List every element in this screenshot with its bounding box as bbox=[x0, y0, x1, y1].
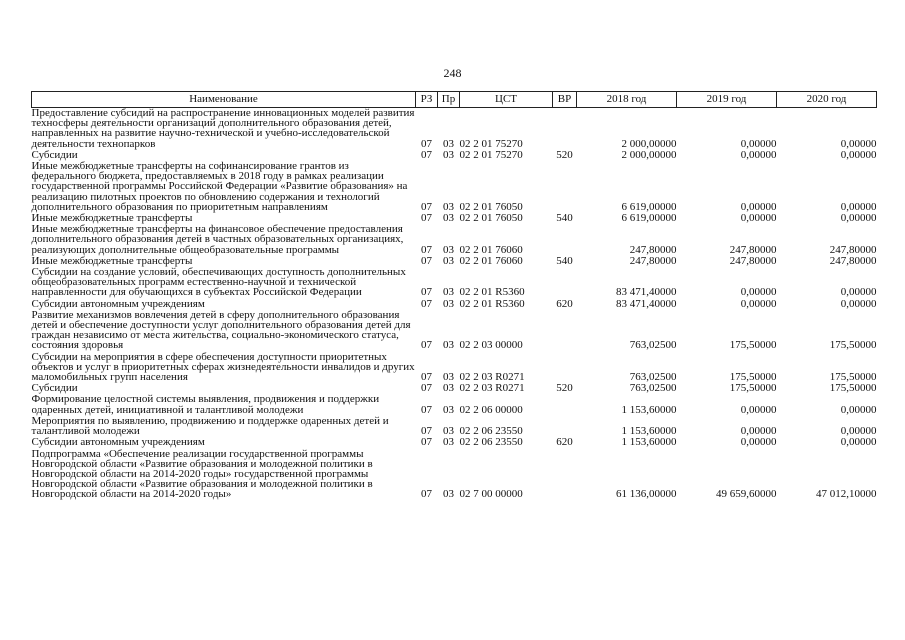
table-row bbox=[32, 416, 877, 437]
row-pr: 03 bbox=[443, 137, 454, 150]
header-cst: ЦСТ bbox=[460, 92, 553, 108]
row-2020: 0,00000 bbox=[840, 148, 877, 161]
row-2018: 6 619,00000 bbox=[621, 200, 677, 213]
row-2018: 1 153,60000 bbox=[621, 425, 677, 438]
row-2019: 49 659,60000 bbox=[716, 488, 777, 501]
row-name: Субсидии bbox=[31, 382, 78, 395]
row-cst: 02 2 03 R0271 bbox=[459, 382, 525, 395]
row-2020: 47 012,10000 bbox=[816, 488, 877, 501]
row-2020: 0,00000 bbox=[840, 212, 877, 225]
row-pr: 03 bbox=[443, 254, 454, 267]
table-header-row bbox=[32, 92, 877, 108]
row-2018: 2 000,00000 bbox=[621, 137, 677, 150]
row-2020: 0,00000 bbox=[840, 297, 877, 310]
row-2020: 0,00000 bbox=[840, 286, 877, 299]
row-vr: 540 bbox=[556, 212, 573, 225]
header-2020: 2020 год bbox=[777, 92, 877, 108]
row-2018: 247,80000 bbox=[629, 243, 677, 256]
row-rz: 07 bbox=[421, 403, 432, 416]
row-name: Субсидии bbox=[31, 148, 78, 161]
row-pr: 03 bbox=[443, 286, 454, 299]
row-2018: 2 000,00000 bbox=[621, 148, 677, 161]
row-cst: 02 2 06 00000 bbox=[459, 403, 523, 416]
row-name: Иные межбюджетные трансферты на финансовое обеспечение предоставления дополнительного образования детей в частных образовательных организациях, реализующих дополнительные общеобразовательные программы bbox=[31, 223, 404, 256]
row-2018: 83 471,40000 bbox=[616, 297, 677, 310]
row-2019: 175,50000 bbox=[729, 371, 777, 384]
row-2019: 247,80000 bbox=[729, 254, 777, 267]
row-pr: 03 bbox=[443, 243, 454, 256]
row-2019: 0,00000 bbox=[740, 200, 777, 213]
row-cst: 02 2 03 00000 bbox=[459, 339, 523, 352]
row-name: Предоставление субсидий на распространение инновационных моделей развития техносферы деятельности организаций дополнительного образования детей, направленных на развитие научно-технической и учебно-исследовательской деятельности технопарков bbox=[31, 107, 415, 150]
row-rz: 07 bbox=[421, 382, 432, 395]
row-rz: 07 bbox=[421, 148, 432, 161]
table-row bbox=[32, 108, 877, 150]
row-cst: 02 2 01 76050 bbox=[459, 212, 523, 225]
row-rz: 07 bbox=[421, 297, 432, 310]
row-name: Иные межбюджетные трансферты bbox=[31, 212, 193, 225]
row-2018: 1 153,60000 bbox=[621, 403, 677, 416]
row-2018: 247,80000 bbox=[629, 254, 677, 267]
row-2019: 175,50000 bbox=[729, 339, 777, 352]
header-rz: РЗ bbox=[416, 92, 438, 108]
row-2019: 0,00000 bbox=[740, 286, 777, 299]
row-vr: 540 bbox=[556, 254, 573, 267]
row-2018: 763,02500 bbox=[629, 382, 677, 395]
row-pr: 03 bbox=[443, 436, 454, 449]
row-2018: 763,02500 bbox=[629, 339, 677, 352]
row-vr bbox=[553, 161, 577, 213]
row-vr bbox=[553, 310, 577, 352]
row-2020: 0,00000 bbox=[840, 137, 877, 150]
row-name: Иные межбюджетные трансферты на софинансирование грантов из федерального бюджета, предоставляемых в 2018 году в рамках реализации государственной программы Российской Федерации «Развитие образования» на реализацию пилотных проектов по обновлению содержания и технологий дополнительного образования по приоритетным направлениям bbox=[31, 160, 408, 213]
row-2020: 247,80000 bbox=[829, 243, 877, 256]
row-2019: 247,80000 bbox=[729, 243, 777, 256]
row-2020: 0,00000 bbox=[840, 425, 877, 438]
row-rz: 07 bbox=[421, 371, 432, 384]
row-cst: 02 7 00 00000 bbox=[459, 488, 523, 501]
row-2020: 175,50000 bbox=[829, 371, 877, 384]
row-rz: 07 bbox=[421, 436, 432, 449]
row-rz: 07 bbox=[421, 339, 432, 352]
row-pr: 03 bbox=[443, 382, 454, 395]
row-rz: 07 bbox=[421, 243, 432, 256]
row-2019: 0,00000 bbox=[740, 425, 777, 438]
row-vr: 620 bbox=[556, 297, 573, 310]
row-2019: 0,00000 bbox=[740, 403, 777, 416]
row-cst: 02 2 01 75270 bbox=[459, 148, 523, 161]
row-rz: 07 bbox=[421, 488, 432, 501]
row-rz: 07 bbox=[421, 200, 432, 213]
row-2018: 763,02500 bbox=[629, 371, 677, 384]
row-vr: 520 bbox=[556, 148, 573, 161]
table-row bbox=[32, 394, 877, 415]
row-cst: 02 2 01 76060 bbox=[459, 243, 523, 256]
row-pr: 03 bbox=[443, 403, 454, 416]
row-vr: 520 bbox=[556, 382, 573, 395]
row-pr: 03 bbox=[443, 148, 454, 161]
row-pr: 03 bbox=[443, 371, 454, 384]
table-row bbox=[32, 310, 877, 352]
table-row bbox=[32, 437, 877, 448]
row-2018: 1 153,60000 bbox=[621, 436, 677, 449]
row-cst: 02 2 01 76060 bbox=[459, 254, 523, 267]
row-2018: 61 136,00000 bbox=[616, 488, 677, 501]
row-vr bbox=[553, 267, 577, 299]
row-2020: 175,50000 bbox=[829, 339, 877, 352]
row-vr: 620 bbox=[556, 436, 573, 449]
table-row bbox=[32, 224, 877, 256]
table-row bbox=[32, 267, 877, 299]
row-name: Формирование целостной системы выявления, продвижения и поддержки одаренных детей, инициативной и талантливой молодежи bbox=[31, 393, 380, 416]
row-cst: 02 2 06 23550 bbox=[459, 425, 523, 438]
row-cst: 02 2 06 23550 bbox=[459, 436, 523, 449]
row-2019: 0,00000 bbox=[740, 436, 777, 449]
row-cst: 02 2 01 76050 bbox=[459, 200, 523, 213]
row-cst: 02 2 01 R5360 bbox=[459, 297, 525, 310]
row-pr: 03 bbox=[443, 425, 454, 438]
row-rz: 07 bbox=[421, 212, 432, 225]
row-name: Субсидии автономным учреждениям bbox=[31, 436, 205, 449]
row-2018: 83 471,40000 bbox=[616, 286, 677, 299]
row-pr: 03 bbox=[443, 488, 454, 501]
row-name: Развитие механизмов вовлечения детей в сферу дополнительного образования детей и обеспечение доступности услуг дополнительного образования детей для граждан независимо от места жительства, социально-экономического статуса, состояния здоровья bbox=[31, 308, 411, 352]
row-vr bbox=[553, 352, 577, 384]
row-rz: 07 bbox=[421, 254, 432, 267]
row-name: Мероприятия по выявлению, продвижению и поддержке одаренных детей и талантливой молодежи bbox=[31, 414, 389, 438]
table-row bbox=[32, 161, 877, 213]
row-2019: 0,00000 bbox=[740, 148, 777, 161]
row-cst: 02 2 01 R5360 bbox=[459, 286, 525, 299]
row-name: Субсидии автономным учреждениям bbox=[31, 297, 205, 310]
row-vr bbox=[553, 449, 577, 501]
budget-table bbox=[31, 91, 877, 501]
header-name: Наименование bbox=[32, 92, 416, 108]
row-vr bbox=[553, 224, 577, 256]
row-2020: 0,00000 bbox=[840, 436, 877, 449]
row-2020: 247,80000 bbox=[829, 254, 877, 267]
row-pr: 03 bbox=[443, 212, 454, 225]
row-2020: 0,00000 bbox=[840, 403, 877, 416]
row-vr bbox=[553, 108, 577, 150]
row-cst: 02 2 03 R0271 bbox=[459, 371, 525, 384]
row-pr: 03 bbox=[443, 297, 454, 310]
row-vr bbox=[553, 394, 577, 415]
row-rz: 07 bbox=[421, 286, 432, 299]
table-row bbox=[32, 449, 877, 501]
row-name: Субсидии на создание условий, обеспечивающих доступность дополнительных общеобразовательных программ естественно-научной и технической направленности для обучающихся в субъектах Российской Федерации bbox=[31, 266, 406, 299]
row-rz: 07 bbox=[421, 137, 432, 150]
row-pr: 03 bbox=[443, 339, 454, 352]
row-2019: 0,00000 bbox=[740, 137, 777, 150]
row-2020: 175,50000 bbox=[829, 382, 877, 395]
header-pr: Пр bbox=[438, 92, 460, 108]
row-name: Иные межбюджетные трансферты bbox=[31, 254, 193, 267]
row-2019: 0,00000 bbox=[740, 212, 777, 225]
row-pr: 03 bbox=[443, 200, 454, 213]
row-2019: 0,00000 bbox=[740, 297, 777, 310]
row-2020: 0,00000 bbox=[840, 200, 877, 213]
row-2018: 6 619,00000 bbox=[621, 212, 677, 225]
header-2018: 2018 год bbox=[577, 92, 677, 108]
row-cst: 02 2 01 75270 bbox=[459, 137, 523, 150]
row-name: Подпрограмма «Обеспечение реализации государственной программы Новгородской области «Развитие образования и молодежной политики в Новгородской области на 2014-2020 годы» государственной программы Новгородской области «Развитие образования и молодежной политики в Новгородской области на 2014-2020 годы» bbox=[31, 447, 373, 501]
row-vr bbox=[553, 416, 577, 437]
row-rz: 07 bbox=[421, 425, 432, 438]
table-row bbox=[32, 352, 877, 384]
page-number: 248 bbox=[443, 66, 462, 80]
header-vr: ВР bbox=[553, 92, 577, 108]
header-2019: 2019 год bbox=[677, 92, 777, 108]
row-name: Субсидии на мероприятия в сфере обеспечения доступности приоритетных объектов и услуг в приоритетных сферах жизнедеятельности инвалидов и других маломобильных групп населения bbox=[31, 350, 415, 384]
row-2019: 175,50000 bbox=[729, 382, 777, 395]
